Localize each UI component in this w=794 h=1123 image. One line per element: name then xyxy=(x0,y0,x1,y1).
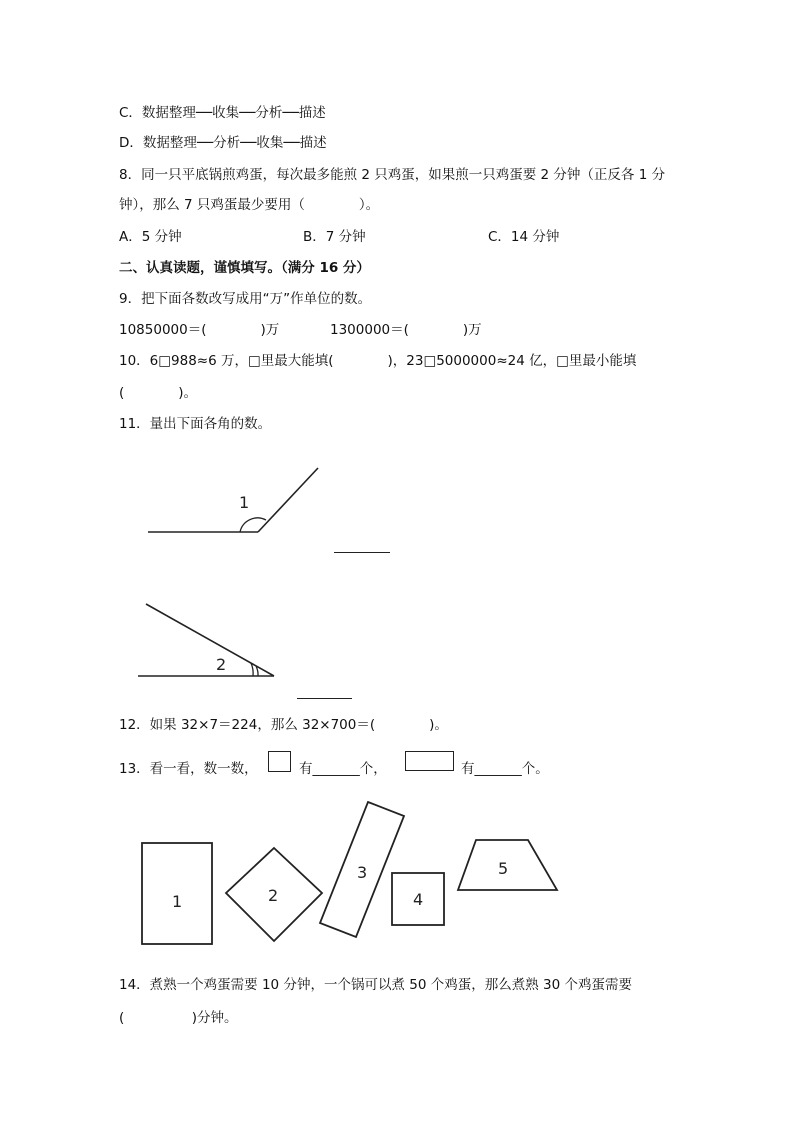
angle-2-label: 2 xyxy=(216,655,227,674)
q10-line2: ( )。 xyxy=(119,385,198,401)
shape-3-label: 3 xyxy=(357,863,368,882)
shape-5-label: 5 xyxy=(498,859,509,878)
q7-option-d: D．数据整理──分析──收集──描述 xyxy=(119,135,327,151)
q13-mid: 有_______个， xyxy=(299,761,387,777)
q13-shapes-figure xyxy=(136,795,566,950)
angle-2-answer-line xyxy=(297,698,352,699)
angle-1-answer-line xyxy=(334,552,390,553)
angle-2-figure xyxy=(134,600,282,680)
q11-text: 11．量出下面各角的数。 xyxy=(119,416,272,432)
square-icon xyxy=(268,751,291,772)
rectangle-icon xyxy=(405,751,454,771)
section2-title: 二、认真读题，谨慎填写。（满分 16 分） xyxy=(119,260,370,276)
q13-prefix: 13．看一看，数一数， xyxy=(119,761,258,777)
q12-text: 12．如果 32×7＝224，那么 32×700＝( )。 xyxy=(119,717,448,733)
q7-option-c: C．数据整理──收集──分析──描述 xyxy=(119,105,326,121)
q14-line1: 14．煮熟一个鸡蛋需要 10 分钟，一个锅可以煮 50 个鸡蛋，那么煮熟 30 个鸡蛋需要 xyxy=(119,977,632,993)
angle-1-label: 1 xyxy=(239,493,250,512)
q8-option-c: C．14 分钟 xyxy=(488,229,560,245)
q8-line2: 钟），那么 7 只鸡蛋最少要用（ ）。 xyxy=(119,197,380,213)
shape-1-label: 1 xyxy=(172,892,183,911)
q13-suffix: 有_______个。 xyxy=(461,761,549,777)
q8-line1: 8．同一只平底锅煎鸡蛋，每次最多能煎 2 只鸡蛋，如果煎一只鸡蛋要 2 分钟（正反各 1 分 xyxy=(119,167,666,183)
q9-part1: 10850000＝( )万 xyxy=(119,322,280,338)
shape-4-label: 4 xyxy=(413,890,424,909)
q9-text: 9．把下面各数改写成用“万”作单位的数。 xyxy=(119,291,372,307)
q10-line1: 10．6□988≈6 万，□里最大能填( )，23□5000000≈24 亿，□里最小能填 xyxy=(119,353,637,369)
q9-part2: 1300000＝( )万 xyxy=(330,322,482,338)
q8-option-a: A．5 分钟 xyxy=(119,229,182,245)
q14-line2: ( )分钟。 xyxy=(119,1010,238,1026)
q8-option-b: B．7 分钟 xyxy=(303,229,366,245)
shape-2-label: 2 xyxy=(268,886,279,905)
angle-1-figure xyxy=(140,460,330,540)
